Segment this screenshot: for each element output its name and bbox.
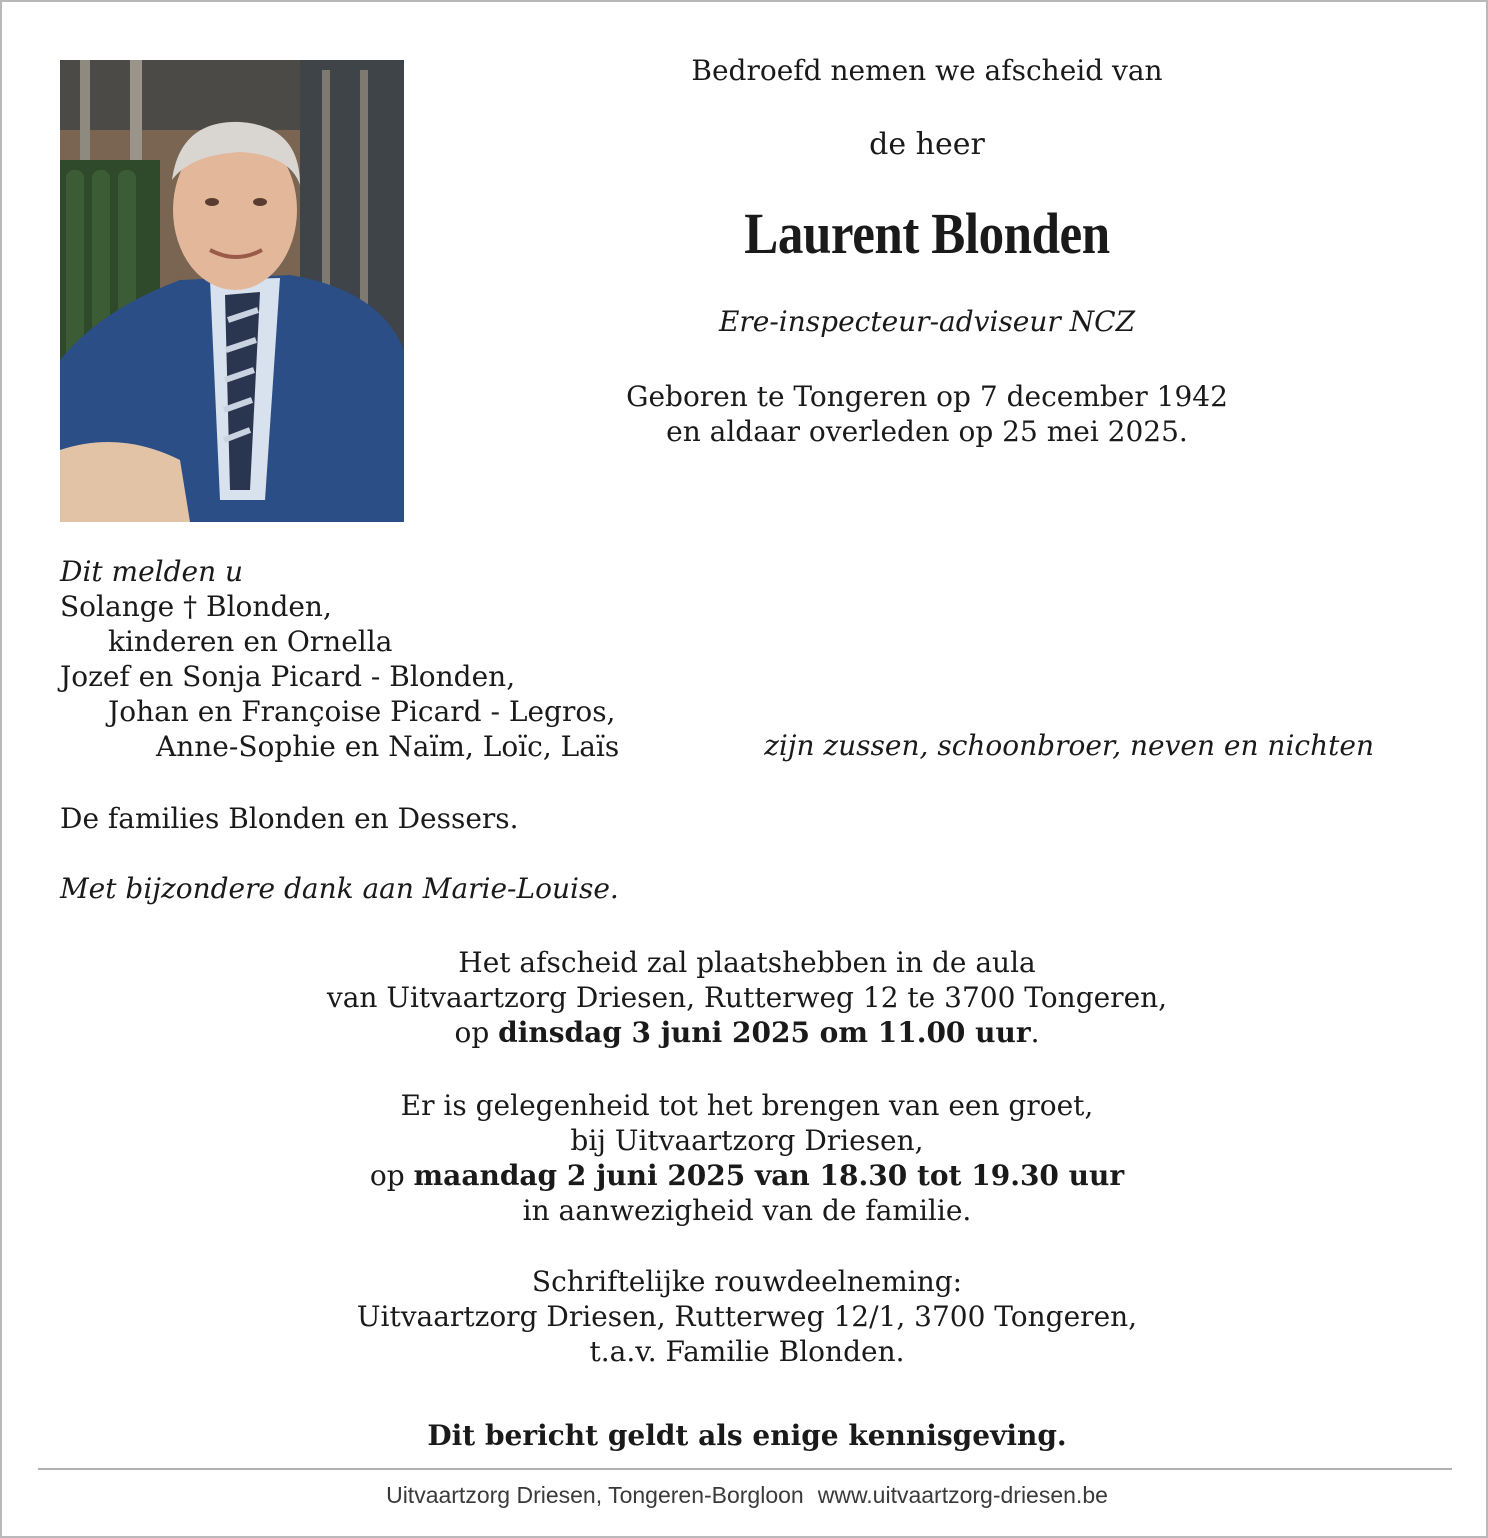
greeting-block [242,1088,1252,1228]
death-line: en aldaar overleden op 25 mei 2025. [666,415,1188,448]
farewell-suffix: . [1030,1016,1040,1049]
announcement-lead: Dit melden u [60,555,244,588]
honorary-title: Ere-inspecteur-adviseur NCZ [718,305,1136,338]
condolence-line: Schriftelijke rouwdeelneming: [531,1265,963,1298]
greeting-line: Er is gelegenheid tot het brengen van een groet, [400,1089,1094,1122]
footer-divider [38,1468,1452,1470]
portrait-photo [60,60,404,522]
footer-company: Uitvaartzorg Driesen, Tongeren-Borgloon [386,1482,804,1508]
notice-line: Dit bericht geldt als enige kennisgeving. [427,1419,1067,1452]
greeting-line: bij Uitvaartzorg Driesen, [570,1124,924,1157]
farewell-date: dinsdag 3 juni 2025 om 11.00 uur [498,1016,1031,1049]
greeting-date-line [242,1158,1252,1193]
greeting-line: in aanwezigheid van de familie. [522,1194,972,1227]
family-line: Jozef en Sonja Picard - Blonden, [60,660,516,693]
family-line: Solange † Blonden, [60,590,332,623]
announcement-list [60,554,660,764]
family-line: Johan en Françoise Picard - Legros, [108,695,616,728]
salutation: de heer [869,127,985,162]
birth-line: Geboren te Tongeren op 7 december 1942 [626,380,1228,413]
relatives-line: zijn zussen, schoonbroer, neven en nichten [764,729,1374,762]
family-line: kinderen en Ornella [108,625,393,658]
family-line: Anne-Sophie en Naïm, Loïc, Laïs [156,730,620,763]
families-line: De families Blonden en Dessers. [60,802,519,835]
thanks-line: Met bijzondere dank aan Marie-Louise. [60,872,619,905]
condolence-line: t.a.v. Familie Blonden. [589,1335,905,1368]
farewell-prefix: op [454,1016,499,1049]
intro-text: Bedroefd nemen we afscheid van [691,54,1163,87]
farewell-line: Het afscheid zal plaatshebben in de aula [458,946,1036,979]
condolence-line: Uitvaartzorg Driesen, Rutterweg 12/1, 3700 Tongeren, [356,1300,1138,1333]
footer [242,1482,1252,1509]
life-dates [482,379,1372,449]
greeting-prefix: op [369,1159,414,1192]
footer-website: www.uitvaartzorg-driesen.be [817,1482,1108,1508]
greeting-date: maandag 2 juni 2025 van 18.30 tot 19.30 uur [413,1159,1125,1192]
farewell-line: van Uitvaartzorg Driesen, Rutterweg 12 te 3700 Tongeren, [326,981,1168,1014]
farewell-date-line [242,1015,1252,1050]
deceased-name: Laurent Blonden [744,201,1110,266]
farewell-block [242,945,1252,1050]
condolence-address-block [242,1264,1252,1369]
